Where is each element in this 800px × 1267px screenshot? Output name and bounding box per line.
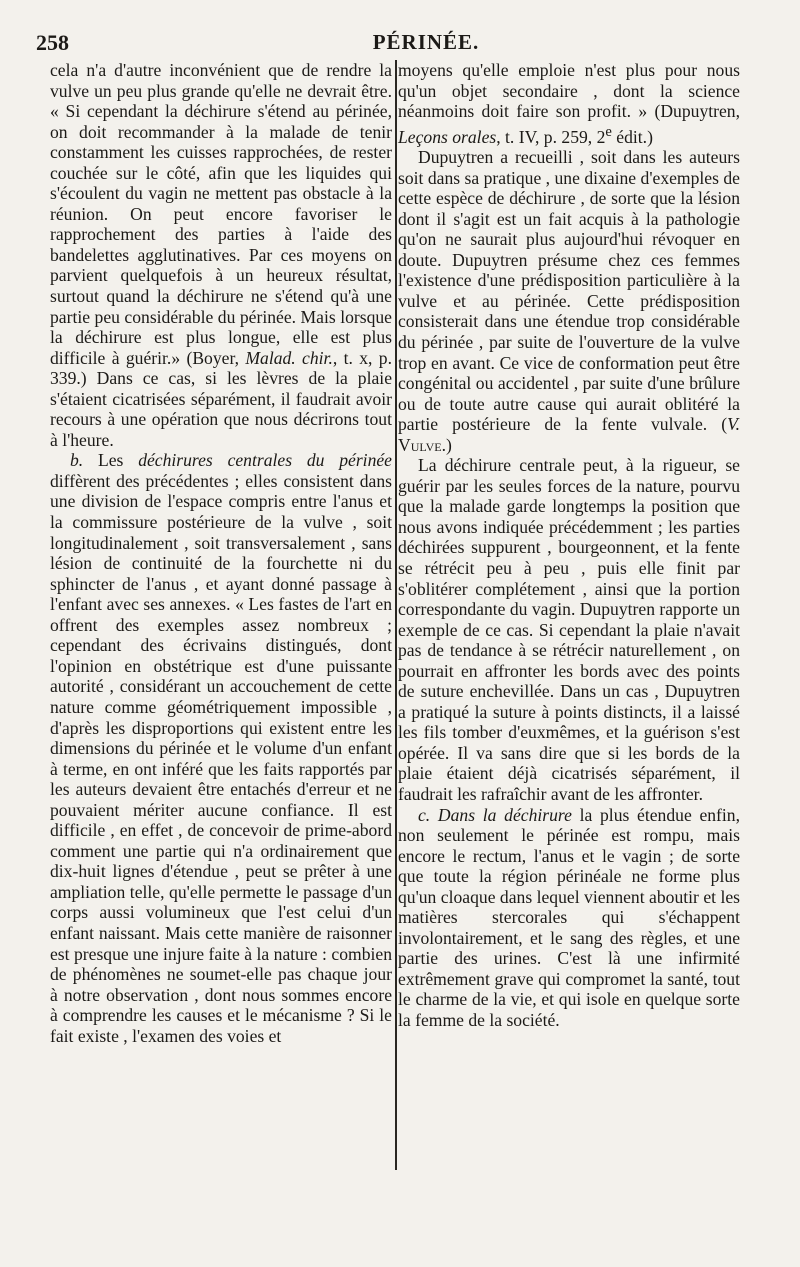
right-p1-text-b: , t. IV, p. 259, 2 (496, 126, 606, 147)
left-column (50, 60, 392, 1046)
left-p1-text-a: cela n'a d'autre inconvénient que de rendre la vulve un peu plus grande qu'elle ne devrait être. « Si cependant la déchirure s'étend au périnée, on doit recommander à la malade de tenir constamment les cuisses rapprochées, de rester couchée sur le côté, afin que les liquides qui s'écoulent du vagin ne mettent pas obstacle à la réunion. On peut encore favoriser le rapprochement des parties à l'aide des bandelettes agglutinatives. Par ces moyens on parvient quelquefois à un heureux résultat, surtout quand la déchirure ne s'étend qu'à une partie peu considérable du périnée. Mais lorsque la déchirure est plus longue, elle est plus difficile à guérir.» (Boyer, (50, 60, 392, 368)
right-p1-text-c: édit.) (611, 126, 653, 147)
see-reference: V. (727, 414, 740, 435)
right-column (398, 60, 740, 1031)
right-p4-text: la plus étendue enfin, non seulement le périnée est rompu, mais encore le rectum, l'anus et le vagin ; de sorte que toute la région périnéale ne forme plus qu'un cloaque dans lequel viennent aboutir et les matières stercorales qui s'échappent involontairement, et le sang des règles, et une partie des urines. C'est là une infirmité extrêmement grave qui compromet la santé, tout le charme de la vie, et qui isole en quelque sorte la femme de la société. (398, 804, 741, 1031)
right-paragraph-2 (398, 147, 740, 455)
right-p1-superscript: e (605, 123, 612, 140)
page-number: 258 (36, 30, 69, 55)
right-paragraph-1 (398, 60, 740, 147)
left-paragraph-2 (50, 450, 392, 1046)
left-p1-citation: Malad. chir. (245, 347, 333, 368)
left-p1-text-b: , t. x, p. 339.) Dans ce cas, si les lèvres de la plaie s'étaient cicatrisées séparément, il faudrait avoir recours à une opération que nous décrirons tout à l'heure. (50, 347, 392, 450)
right-p3-text: La déchirure centrale peut, à la rigueur, se guérir par les seules forces de la nature, pourvu que la malade garde longtemps la position que nous avons indiquée précédemment ; les parties déchirées suppurent , bourgeonnent, et la fente se rétrécit peu à peu , puis elle finit par s'oblitérer complétement , ainsi que la portion correspondante du vagin. Dupuytren rapporte un exemple de ce cas. Si cependant la plaie n'avait pas de tendance à se rétrécir naturellement , on pourrait en affronter les bords avec des points de suture enchevillée. Dans un cas , Dupuytren a pratiqué la suture à points distincts, il a laissé les fils tomber d'euxmêmes, et la guérison s'est opérée. Il va sans dire que si les bords de la plaie étaient déjà cicatrisés séparément, il faudrait les rafraîchir avant de les affronter. (398, 455, 740, 804)
page-header (36, 30, 776, 58)
left-p2-les: Les (83, 450, 139, 471)
section-marker-c: c. Dans la déchirure (418, 804, 572, 825)
right-p2-end: .) (441, 434, 452, 455)
right-p1-text-a: moyens qu'elle emploie n'est plus pour nous qu'un objet secondaire , dont la science néanmoins doit faire son profit. » (Dupuytren, (398, 60, 740, 122)
running-title: PÉRINÉE. (372, 30, 480, 54)
see-target-vulve: Vulve (398, 434, 442, 455)
column-divider (395, 60, 397, 1170)
right-p1-citation: Leçons orales (398, 126, 497, 147)
section-marker-b: b. (70, 450, 84, 471)
section-title-central-tears: déchirures centrales du périnée (138, 450, 392, 471)
right-paragraph-3 (398, 455, 740, 804)
left-p2-body: diffèrent des précédentes ; elles consistent dans une division de l'espace compris entre l'anus et la commissure postérieure de la vulve , soit longitudinalement , soit transversalement , sans lésion de continuité de la fourchette ni du sphincter de l'anus , et ayant donné passage à l'enfant avec ses annexes. « Les fastes de l'art en offrent des exemples assez nombreux ; cependant des écrivains distingués, dont l'opinion en obstétrique est d'une puissante autorité , considérant un accouchement de cette nature comme géométriquement impossible , d'après les disproportions qui existent entre les dimensions du périnée et le volume d'un enfant à terme, en ont inféré que les faits rapportés par les auteurs devaient être entachés d'erreur et ne pouvaient mériter aucune confiance. Il est difficile , en effet , de concevoir de prime-abord comment une partie qui n'a ordinairement que dix-huit lignes d'étendue , peut se prêter à une ampliation telle, qu'elle permette le passage d'un corps aussi volumineux que l'est celui d'un enfant naissant. Mais cette manière de raisonner est presque une injure faite à la nature : combien de phénomènes ne soumet-elle pas chaque jour à notre observation , dont nous sommes encore à comprendre les causes et le mécanisme ? Si le fait existe , l'examen des voies et (50, 470, 392, 1046)
right-p2-text: Dupuytren a recueilli , soit dans les auteurs soit dans sa pratique , une dixaine d'exemples de cette espèce de déchirure , de sorte que la lésion dont il s'agit est un fait acquis à la pathologie qu'on ne saurait plus aujourd'hui révoquer en doute. Dupuytren présume chez ces femmes l'existence d'une prédisposition particulière à la vulve et au périnée. Cette prédisposition consisterait dans une étendue trop considérable du périnée , par suite de l'ouverture de la vulve trop en avant. Ce vice de conformation peut être congénital ou accidentel , par suite d'une brûlure ou de toute autre cause qui aurait oblitéré la partie postérieure de la fente vulvale. ( (398, 147, 740, 435)
left-paragraph-1 (50, 60, 392, 450)
right-paragraph-4 (398, 805, 740, 1031)
